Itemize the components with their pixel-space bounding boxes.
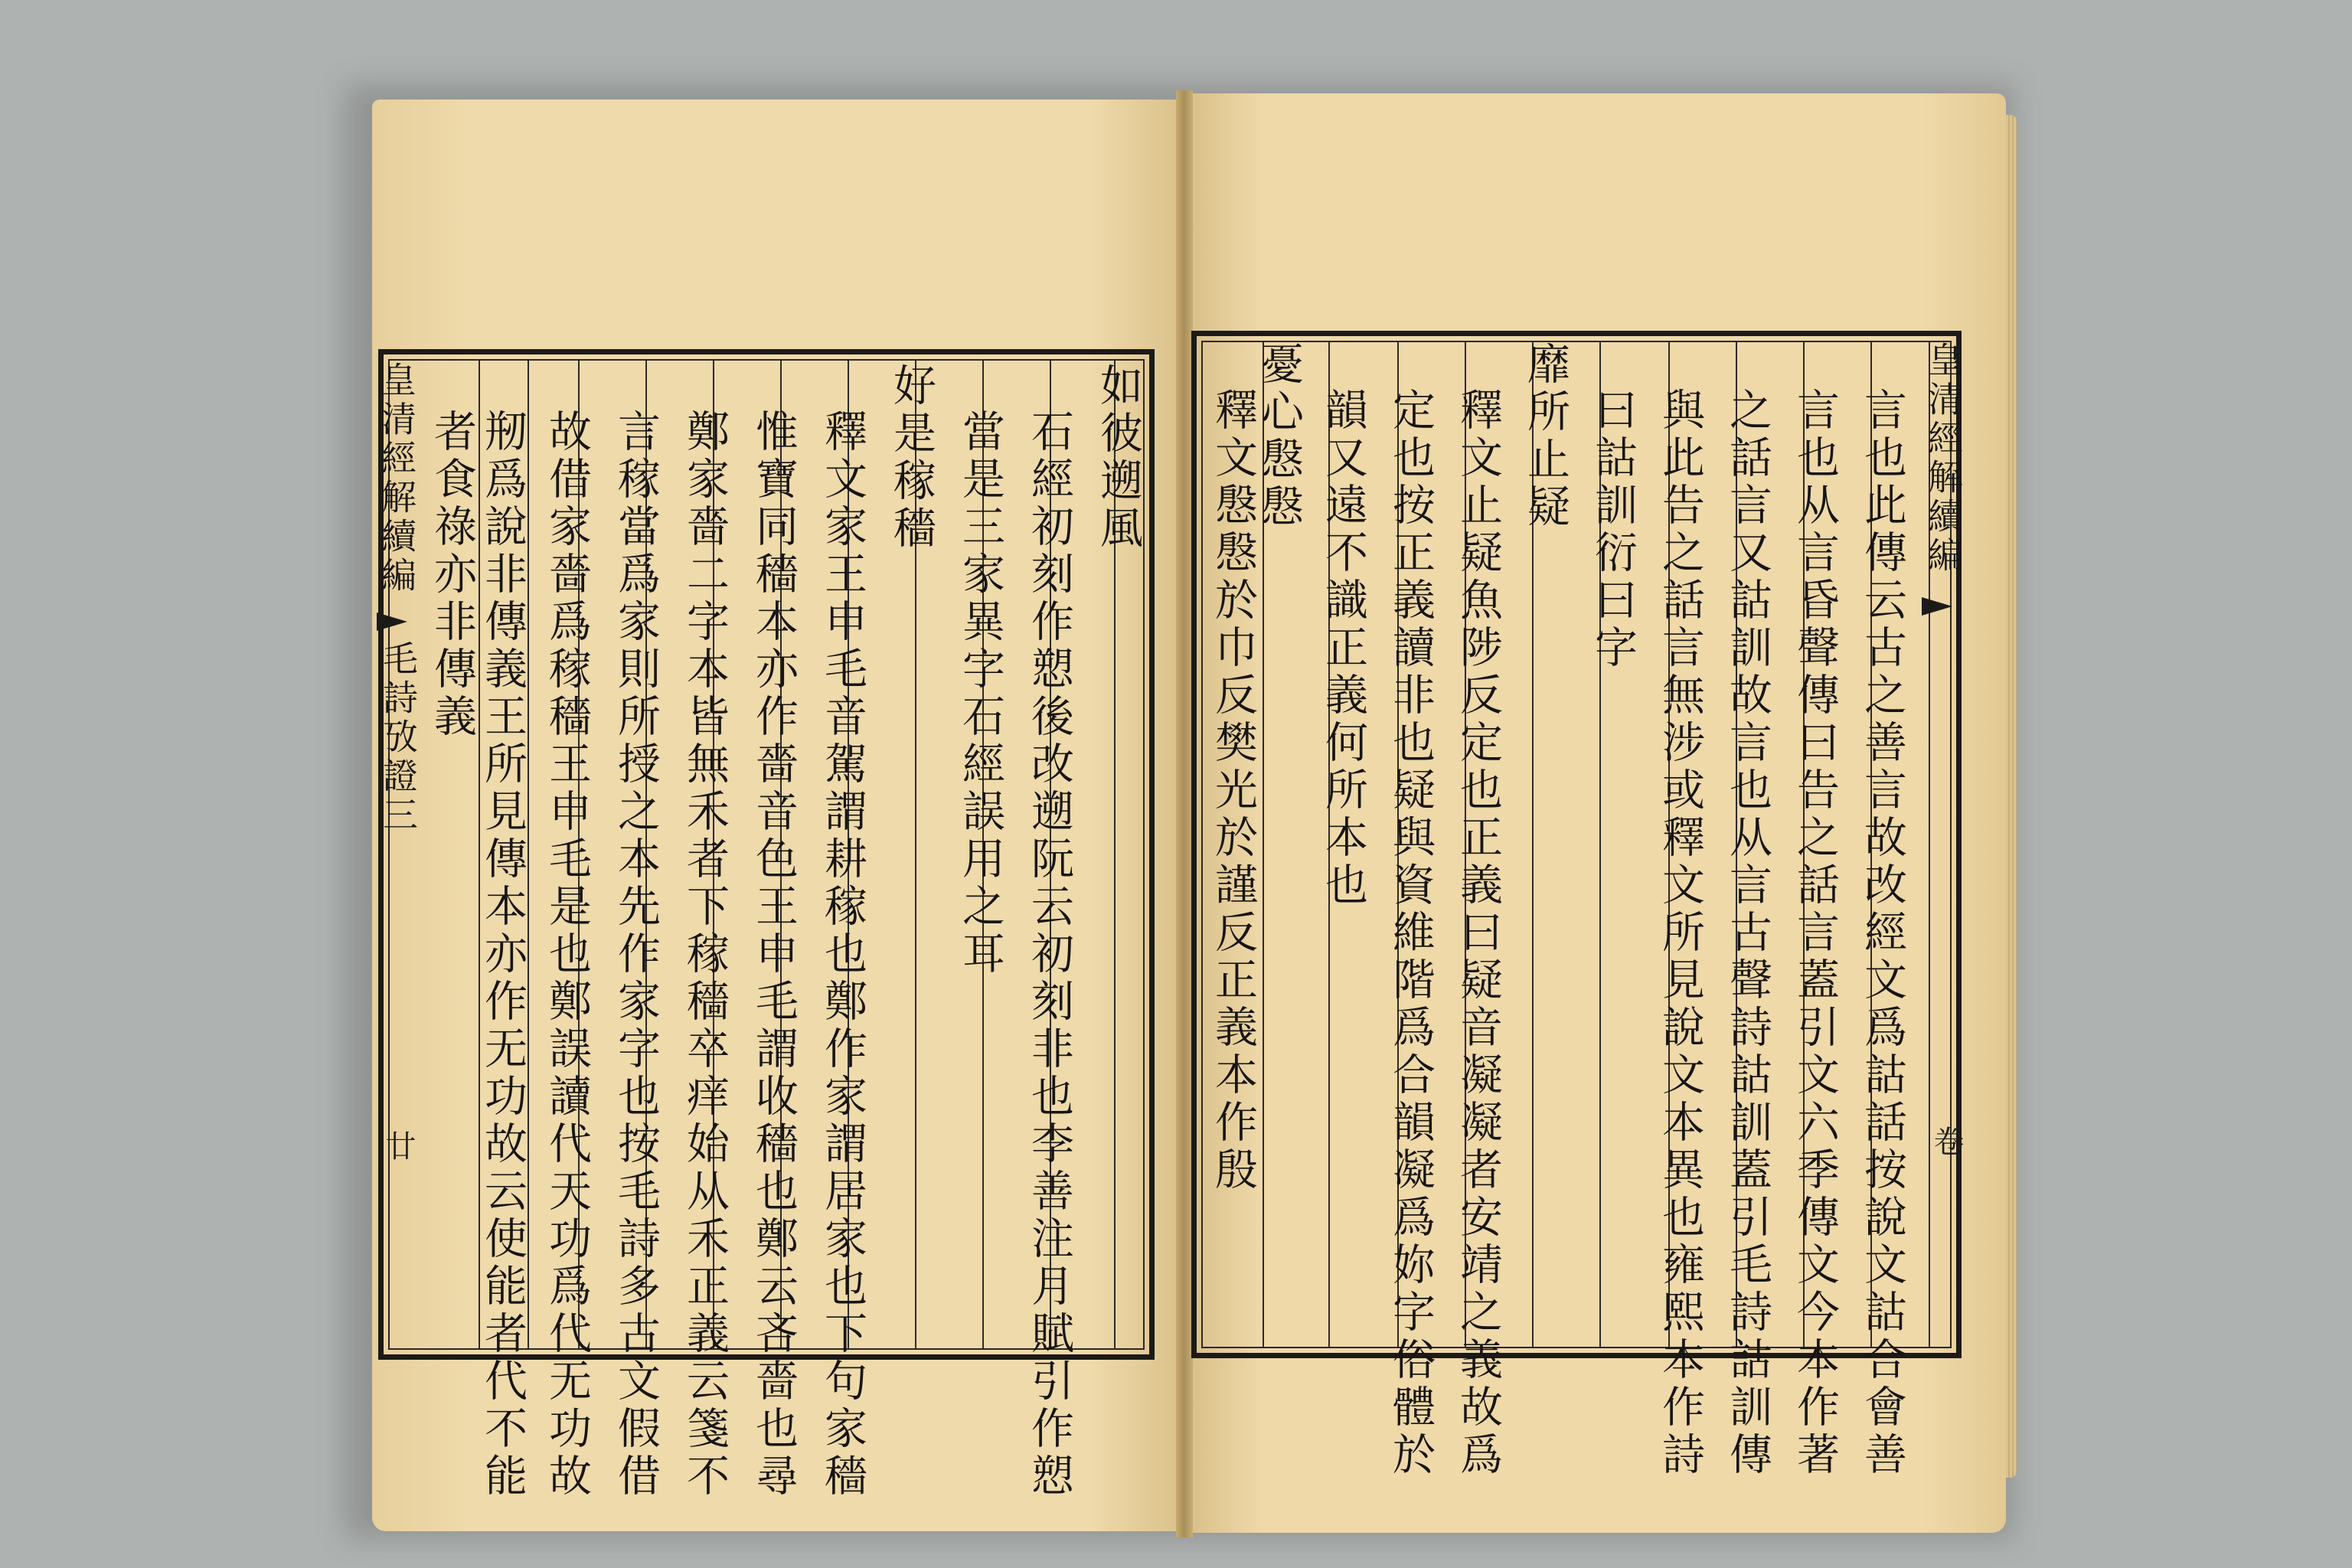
left-folio: 廿	[381, 1130, 416, 1161]
text-column: 與此告之話言無涉或釋文所見說文本異也雍熙本作詩	[1655, 387, 1705, 1479]
text-column: 靡所止疑	[1521, 341, 1570, 531]
text-column: 當是三家異字石經誤用之耳	[956, 409, 1005, 978]
text-column: 定也按正義讀非也疑與資維階爲合韻凝爲妳字俗體於	[1386, 387, 1436, 1479]
text-column: 言稼當爲家則所授之本先作家字也按毛詩多古文假借	[611, 409, 661, 1501]
text-column: 釋文家王申毛音駕謂耕稼也鄭作家謂居家也下句家穡	[818, 409, 867, 1501]
fish-tail-mark	[377, 612, 407, 631]
text-column: 釋文慇慇於巾反樊光於謹反正義本作殷	[1208, 387, 1258, 1194]
text-column: 故借家嗇爲稼穡王申毛是也鄭誤讀代天功爲代无功故	[542, 409, 592, 1501]
fish-tail-mark	[1922, 597, 1952, 616]
text-column: 剏爲說非傳義王所見傳本亦作无功故云使能者代不能	[478, 409, 528, 1501]
text-column: 韻又遠不識正義何所本也	[1318, 387, 1368, 910]
text-column: 憂心慇慇	[1254, 341, 1304, 531]
text-column: 言也从言昏聲傳曰告之話言蓋引文六季傳文今本作著	[1790, 387, 1840, 1479]
text-column: 石經初刻作愬後改遡阮云初刻非也李善注月賦引作愬	[1024, 409, 1074, 1501]
text-column: 曰詁訓衍曰字	[1588, 387, 1638, 672]
text-column: 者食祿亦非傳義	[427, 409, 477, 741]
text-column: 鄭家嗇二字本皆無禾者下稼穡卒痒始从禾正義云箋不	[680, 409, 730, 1501]
right-margin-header: 皇清經解續編	[1922, 341, 1964, 576]
text-column: 好是稼穡	[887, 363, 936, 553]
text-column: 惟寶同穡本亦作嗇音色王申毛謂收穡也鄭云吝嗇也尋	[749, 409, 799, 1501]
right-text-frame	[1191, 331, 1962, 1358]
text-column: 言也此傳云古之善言故改經文爲詁話按說文詁合會善	[1857, 387, 1907, 1479]
right-folio: 卷	[1929, 1125, 1964, 1156]
text-column: 如彼遡風	[1093, 363, 1143, 553]
text-column: 之話言又詁訓故言也从言古聲詩詁訓蓋引毛詩詁訓傳	[1723, 387, 1772, 1479]
book-gutter	[1176, 90, 1193, 1537]
left-margin-title: 毛詩攷證三	[377, 640, 419, 835]
text-column: 釋文止疑魚陟反定也正義曰疑音凝凝者安靖之義故爲	[1453, 387, 1503, 1479]
left-margin-header: 皇清經解續編	[376, 361, 417, 596]
